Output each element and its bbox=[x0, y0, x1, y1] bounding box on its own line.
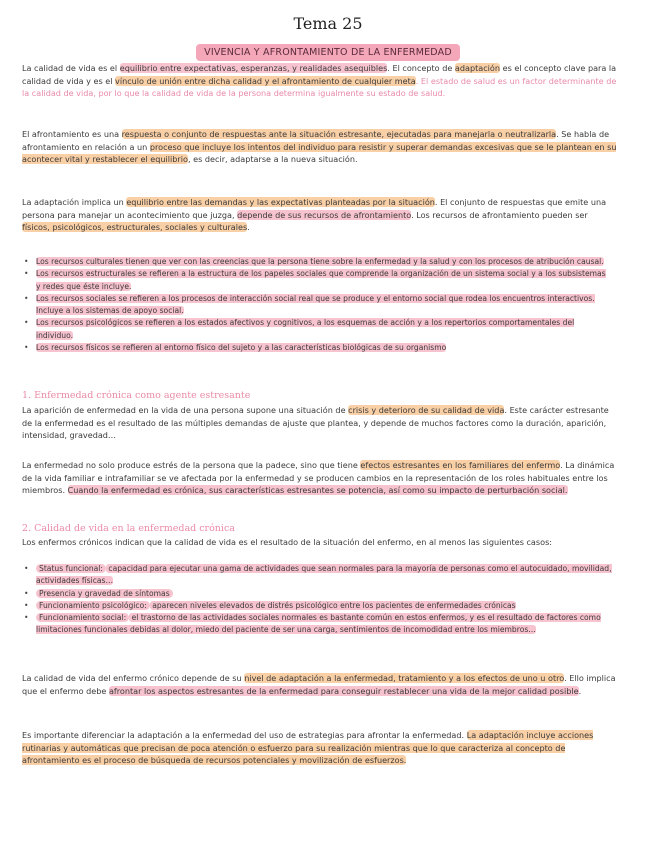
p7-text-a: La calidad de vida del enfermo crónico depende de su bbox=[22, 673, 245, 683]
p1-highlight-b: equilibrio entre expectativas, esperanzas, y realidades asequibles bbox=[119, 63, 388, 73]
resource-text: Los recursos físicos se refieren al entorno físico del sujeto y a las características biológicas de su organismo bbox=[36, 343, 447, 353]
case-value: capacidad para ejecutar una gama de actividades que sean normales para la mayoría de personas como el autocuidado, movilidad, actividades físicas… bbox=[36, 564, 612, 586]
p3-text-c: . El conjunto de respuestas que emite una persona para manejar un acontecimiento que juzga, bbox=[22, 197, 607, 220]
resource-text: Los recursos culturales tienen que ver con las creencias que la persona tiene sobre la enfermedad y la salud y con los procesos de atribución causal. bbox=[36, 257, 604, 266]
p2-highlight-b: respuesta o conjunto de respuestas ante la situación estresante, ejecutadas para manejarla o neutralizarla bbox=[121, 129, 557, 139]
p2-text-c: . Se habla de afrontamiento en relación a un bbox=[22, 129, 610, 152]
section-heading-1: 1. Enfermedad crónica como agente estresante bbox=[22, 390, 251, 401]
paragraph-nivel-adaptacion bbox=[22, 672, 618, 697]
paragraph-familiares bbox=[22, 459, 618, 497]
case-key: Funcionamiento social: bbox=[36, 613, 129, 622]
p1-text-c: . El concepto de bbox=[387, 63, 455, 73]
case-key: Presencia y gravedad de síntomas bbox=[36, 589, 173, 598]
list-item bbox=[22, 317, 612, 342]
p1-pink-text-g: . El estado de salud es un factor determinante de la calidad de vida, por lo que la calidad de vida de la persona determina igualmente su estado de salud. bbox=[22, 75, 617, 99]
p7-text-c: . Ello implica que el enfermo debe bbox=[22, 673, 616, 696]
case-key: Status funcional: bbox=[36, 564, 106, 573]
paragraph-afrontamiento bbox=[22, 128, 618, 166]
p5-text-c: . La dinámica de la vida familiar e intrafamiliar se ve afectada por la enfermedad y se producen cambios en la representación de los roles habituales entre los miembros. bbox=[22, 460, 615, 496]
p4-highlight-b: crisis y deterioro de su calidad de vida bbox=[348, 405, 505, 415]
paragraph-adaptacion bbox=[22, 196, 618, 234]
p1-text-e: es el concepto clave para la calidad de vida y es el bbox=[22, 63, 617, 86]
list-item bbox=[22, 268, 612, 293]
p1-highlight-f: vínculo de unión entre dicha calidad y el afrontamiento de cualquier meta bbox=[115, 75, 416, 86]
subtitle-wrap bbox=[0, 40, 656, 61]
cases-list bbox=[22, 563, 612, 637]
p1-highlight-d: adaptación bbox=[454, 63, 501, 73]
p3-highlight-f: físicos, psicológicos, estructurales, sociales y culturales bbox=[22, 222, 248, 233]
p2-highlight-d: proceso que incluye los intentos del individuo para resistir y superar demandas excesivas que se le plantean en su acontecer vital y restablecer el equilibrio bbox=[22, 141, 617, 165]
p8-highlight-b: La adaptación incluye acciones rutinarias y automáticas que precisan de poca atención o esfuerzo para su realización mientras que lo que caracteriza al concepto de afrontamiento es el proceso de búsqueda de recursos potenciales y movilización de esfuerzos. bbox=[22, 730, 594, 766]
p1-text-a: La calidad de vida es el bbox=[22, 63, 120, 73]
paragraph-crisis bbox=[22, 404, 618, 442]
list-item bbox=[22, 342, 612, 354]
case-key: Funcionamiento psicológico: bbox=[36, 601, 150, 610]
case-value: el trastorno de las actividades sociales normales es bastante común en estos enfermos, y es el resultado de factores como limitaciones funcionales debidas al dolor, miedo del paciente de ser una carga, sentimientos de incomodidad entre los miembros… bbox=[36, 613, 601, 635]
list-item bbox=[22, 293, 612, 318]
p8-text-a: Es importante diferenciar la adaptación a la enfermedad del uso de estrategias para afrontar la enfermedad. bbox=[22, 730, 467, 740]
resources-list bbox=[22, 256, 612, 354]
page-title: Tema 25 bbox=[293, 14, 363, 33]
resource-text: Los recursos sociales se refieren a los procesos de interacción social real que se produce y el entorno social que rodea los encuentros interactivos. Incluye a los sistemas de apoyo social. bbox=[36, 293, 595, 316]
list-item bbox=[22, 588, 612, 600]
p2-text-e: , es decir, adaptarse a la nueva situación. bbox=[187, 154, 358, 165]
resource-text: Los recursos psicológicos se refieren a los estados afectivos y cognitivos, a los esquemas de acción y a los repertorios comportamentales del individuo. bbox=[36, 318, 575, 340]
p7-highlight-d: afrontar los aspectos estresantes de la enfermedad para conseguir restablecer una vida de la mejor calidad posible bbox=[108, 685, 579, 696]
p5-highlight-b: efectos estresantes en los familiares del enfermo bbox=[360, 460, 561, 470]
p3-highlight-d: depende de sus recursos de afrontamiento bbox=[237, 209, 412, 220]
p7-highlight-b: nivel de adaptación a la enfermedad, tratamiento y a los efectos de uno u otro bbox=[244, 673, 565, 683]
p2-text-a: El afrontamiento es una bbox=[22, 129, 122, 139]
p5-highlight-d: Cuando la enfermedad es crónica, sus características estresantes se potencia, así como su impacto de perturbación social. bbox=[67, 485, 568, 496]
resource-text: Los recursos estructurales se refieren a la estructura de los papeles sociales que comprende la organización de un sistema social y a los subsistemas y redes que éste incluye. bbox=[36, 269, 606, 291]
paragraph-diferenciar bbox=[22, 729, 618, 767]
case-value: aparecen niveles elevados de distrés psicológico entre los pacientes de enfermedades crónicas bbox=[149, 600, 516, 610]
page-subtitle: VIVENCIA Y AFRONTAMIENTO DE LA ENFERMEDAD bbox=[196, 44, 460, 61]
p3-text-a: La adaptación implica un bbox=[22, 197, 127, 207]
list-item bbox=[22, 612, 612, 637]
p4-text-a: La aparición de enfermedad en la vida de una persona supone una situación de bbox=[22, 405, 349, 415]
p3-text-e: . Los recursos de afrontamiento pueden ser bbox=[411, 209, 588, 220]
list-item bbox=[22, 600, 612, 612]
list-item bbox=[22, 563, 612, 588]
p4-text-c: . Este carácter estresante de la enfermedad es el resultado de las múltiples demandas de ajuste que plantea, y depende de muchos factores como la duración, aparición, intensidad, gravedad… bbox=[22, 405, 609, 441]
p3-text-g: . bbox=[247, 222, 250, 233]
p3-highlight-b: equilibrio entre las demandas y las expectativas planteadas por la situación bbox=[126, 197, 435, 207]
paragraph-calidad-de-vida bbox=[22, 62, 618, 100]
p7-text-e: . bbox=[578, 685, 582, 696]
list-item bbox=[22, 256, 612, 268]
paragraph-enfermos-cronicos: Los enfermos crónicos indican que la calidad de vida es el resultado de la situación del enfermo, en al menos las siguientes casos: bbox=[22, 537, 553, 547]
p5-text-a: La enfermedad no solo produce estrés de la persona que la padece, sino que tiene bbox=[22, 460, 361, 470]
section-heading-2: 2. Calidad de vida en la enfermedad crónica bbox=[22, 523, 235, 534]
